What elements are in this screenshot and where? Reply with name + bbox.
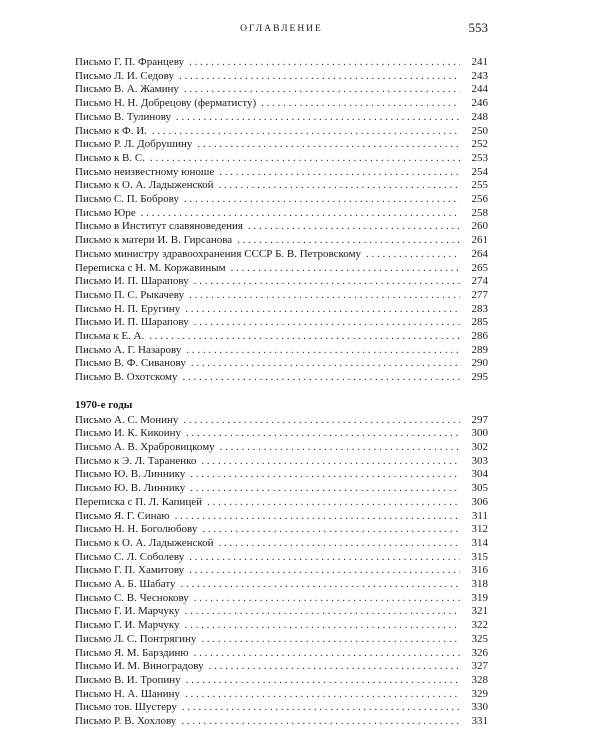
toc-entry-page: 306 [471,495,488,508]
toc-entry [75,715,488,729]
dot-leader [184,83,460,97]
toc-entry-title: Письмо к О. А. Ладыженской [75,536,214,549]
toc-entry-page: 258 [471,206,488,219]
toc-entry [75,111,488,125]
toc-entry-title: Письмо В. Ф. Сиванову [75,357,186,370]
toc-entry [75,330,488,344]
toc-entry [75,262,488,276]
dot-leader [182,701,460,715]
toc-entry [75,234,488,248]
dot-leader [219,166,460,180]
dot-leader [207,496,460,510]
toc-entry-title: Письмо С. П. Боброву [75,193,179,206]
dot-leader [197,138,460,152]
toc-entry [75,510,488,524]
dot-leader [150,152,460,166]
toc-entry-page: 277 [471,288,488,301]
toc-entry-page: 303 [471,454,488,467]
toc-entry-title: Письмо тов. Шустеру [75,701,177,714]
dot-leader [189,289,460,303]
toc-entry [75,248,488,262]
dot-leader [219,537,460,551]
dot-leader [190,468,460,482]
dot-leader [186,344,460,358]
toc-entry-title: Письмо к О. А. Ладыженской [75,179,214,192]
toc-entry-title: Письмо П. С. Рыкачеву [75,288,185,301]
toc-entry [75,97,488,111]
toc-entry [75,455,488,469]
toc-entry-title: Письмо к Э. Л. Тараненко [75,454,197,467]
dot-leader [183,371,460,385]
toc-entry-title: Письмо Н. А. Шанину [75,687,180,700]
dot-leader [149,330,460,344]
toc-entry-title: Письмо к Ф. И. [75,124,147,137]
toc-entry-title: Письмо Ю. В. Линнику [75,482,186,495]
dot-leader [219,179,460,193]
toc-entry [75,701,488,715]
toc-entry-title: Переписка с Н. М. Коржавиным [75,261,226,274]
toc-entry-title: Письмо А. В. Храбровицкому [75,440,215,453]
toc-entry [75,152,488,166]
toc-entry-page: 328 [471,673,488,686]
toc-entry-page: 248 [471,110,488,123]
toc-entry-page: 289 [471,343,488,356]
toc-entry-title: Письмо в Институт славяноведения [75,220,243,233]
dot-leader [185,688,460,702]
dot-leader [194,647,460,661]
toc-entry-page: 326 [471,646,488,659]
toc-entry-page: 329 [471,687,488,700]
toc-entry-title: Письмо В. Тулинову [75,110,172,123]
running-head [75,20,488,38]
toc-entry-title: Письмо министру здравоохранения СССР Б. В. Петровскому [75,247,362,260]
toc-entry-title: Переписка с П. Л. Капицей [75,495,203,508]
dot-leader [185,619,460,633]
toc-entry-page: 255 [471,179,488,192]
toc-entry-page: 264 [471,247,488,260]
toc-entry-title: Письмо Н. Н. Боголюбову [75,523,198,536]
toc-entry [75,468,488,482]
toc-entry [75,179,488,193]
toc-entry-title: Письмо С. Л. Соболеву [75,550,185,563]
dot-leader [186,427,460,441]
toc-entry-page: 265 [471,261,488,274]
dot-leader [179,70,460,84]
toc-entry-title: Письмо неизвестному юноше [75,165,215,178]
dot-leader [152,125,460,139]
toc-entry [75,441,488,455]
dot-leader [185,303,460,317]
dot-leader [189,56,460,70]
toc-entry-page: 285 [471,316,488,329]
toc-entry-title: Письмо И. К. Кикоину [75,427,182,440]
toc-entry [75,193,488,207]
toc-entry-page: 322 [471,619,488,632]
dot-leader [220,441,460,455]
toc-entry-page: 261 [471,234,488,247]
running-head-title: ОГЛАВЛЕНИЕ [240,24,323,34]
dot-leader [181,715,460,729]
toc-entry-title: Письма к Е. А. [75,330,145,343]
toc-entry [75,70,488,84]
toc-entry-page: 325 [471,632,488,645]
toc-entry-title: Письмо Г. И. Марчуку [75,619,180,632]
toc-entry-page: 290 [471,357,488,370]
toc-entry [75,371,488,385]
toc-entry [75,220,488,234]
toc-entry [75,674,488,688]
toc-entry [75,551,488,565]
toc-entry-page: 252 [471,138,488,151]
dot-leader [183,414,460,428]
dot-leader [202,523,460,537]
dot-leader [248,220,460,234]
toc-entry-title: Письмо И. М. Виноградову [75,660,204,673]
toc-entry [75,56,488,70]
toc-entry-page: 311 [471,509,488,522]
toc-entry-title: Письмо И. П. Шарапову [75,275,189,288]
toc-entry-title: Письмо Р. Л. Добрушину [75,138,193,151]
dot-leader [261,97,460,111]
toc-entry [75,344,488,358]
toc-entry-page: 253 [471,151,488,164]
toc-entry-page: 304 [471,468,488,481]
toc-entry-page: 283 [471,302,488,315]
dot-leader [201,633,460,647]
toc-entry-title: Письмо к В. С. [75,151,145,164]
toc-entry-title: Письмо Юре [75,206,136,219]
toc-entry-page: 256 [471,193,488,206]
toc-entry-title: Письмо Р. В. Хохлову [75,715,177,728]
toc-entry [75,660,488,674]
toc-entry-page: 312 [471,523,488,536]
toc-entry-title: Письмо Г. П. Хамитову [75,564,185,577]
toc-entry-page: 254 [471,165,488,178]
toc-entry [75,688,488,702]
dot-leader [201,455,460,469]
dot-leader [175,510,460,524]
dot-leader [190,482,460,496]
toc-entry-page: 316 [471,564,488,577]
toc-entry [75,138,488,152]
dot-leader [181,578,460,592]
toc-entry-title: Письмо Л. И. Седову [75,69,174,82]
toc-entry [75,496,488,510]
dot-leader [141,207,460,221]
toc-entry [75,83,488,97]
section-heading: 1970-е годы [75,398,133,411]
toc-entry [75,592,488,606]
toc-entry [75,578,488,592]
toc-entry-page: 244 [471,83,488,96]
dot-leader [189,564,460,578]
toc-entry-page: 274 [471,275,488,288]
toc-entry-title: Письмо Я. Г. Синаю [75,509,170,522]
toc-entry-title: Письмо Н. Н. Добрецову (ферматисту) [75,97,257,110]
toc-entry-page: 318 [471,578,488,591]
toc-entry-page: 314 [471,536,488,549]
dot-leader [194,275,460,289]
toc-entry-page: 246 [471,97,488,110]
dot-leader [189,551,460,565]
toc-entry [75,482,488,496]
toc-entry [75,537,488,551]
toc-entry-title: Письмо В. Охотскому [75,371,178,384]
dot-leader [209,660,460,674]
toc-entry-page: 300 [471,427,488,440]
toc-entry-page: 331 [471,715,488,728]
toc-entry-page: 295 [471,371,488,384]
toc-entry-title: Письмо Я. М. Барздиню [75,646,189,659]
toc-entry [75,207,488,221]
toc-entry-page: 250 [471,124,488,137]
toc-entry-title: Письмо И. П. Шарапову [75,316,189,329]
toc-entry [75,564,488,578]
toc-entry [75,303,488,317]
toc-entry-title: Письмо Н. П. Еругину [75,302,181,315]
toc-entry-title: Письмо С. В. Чеснокову [75,591,189,604]
toc-entry-title: Письмо В. А. Жамину [75,83,179,96]
toc-entry-title: Письмо А. Г. Назарову [75,343,182,356]
toc-entry-page: 315 [471,550,488,563]
toc-entry [75,357,488,371]
dot-leader [185,605,460,619]
page-number: 553 [468,20,488,35]
toc-entry-page: 330 [471,701,488,714]
toc-entry [75,316,488,330]
toc-entry [75,523,488,537]
dot-leader [194,316,460,330]
toc-entry-page: 327 [471,660,488,673]
toc-entry-page: 243 [471,69,488,82]
toc-entry-page: 297 [471,413,488,426]
toc-entry-page: 302 [471,440,488,453]
toc-entry-page: 286 [471,330,488,343]
toc-entry-page: 321 [471,605,488,618]
dot-leader [176,111,460,125]
dot-leader [237,234,460,248]
toc-entry [75,275,488,289]
toc-entry-page: 241 [471,56,488,68]
toc-entry-title: Письмо А. Б. Шабату [75,578,176,591]
toc-entry [75,125,488,139]
toc-entry [75,619,488,633]
dot-leader [186,674,460,688]
toc-entry [75,605,488,619]
dot-leader [191,357,460,371]
toc-entry-title: Письмо Г. И. Марчуку [75,605,180,618]
toc-entry-title: Письмо Г. П. Францеву [75,56,185,68]
toc-entry-page: 319 [471,591,488,604]
toc-list [75,56,488,729]
toc-entry [75,289,488,303]
dot-leader [231,262,460,276]
toc-entry [75,166,488,180]
toc-entry-title: Письмо к матери И. В. Гирсанова [75,234,233,247]
dot-leader [184,193,460,207]
toc-entry-title: Письмо В. И. Тропину [75,673,181,686]
toc-entry [75,647,488,661]
toc-entry [75,414,488,428]
toc-entry [75,427,488,441]
toc-entry-page: 260 [471,220,488,233]
toc-entry-title: Письмо А. С. Монину [75,413,179,426]
dot-leader [194,592,460,606]
dot-leader [366,248,460,262]
toc-entry-page: 305 [471,482,488,495]
toc-entry-title: Письмо Ю. В. Линнику [75,468,186,481]
toc-entry-title: Письмо Л. С. Понтрягину [75,632,197,645]
toc-entry [75,633,488,647]
